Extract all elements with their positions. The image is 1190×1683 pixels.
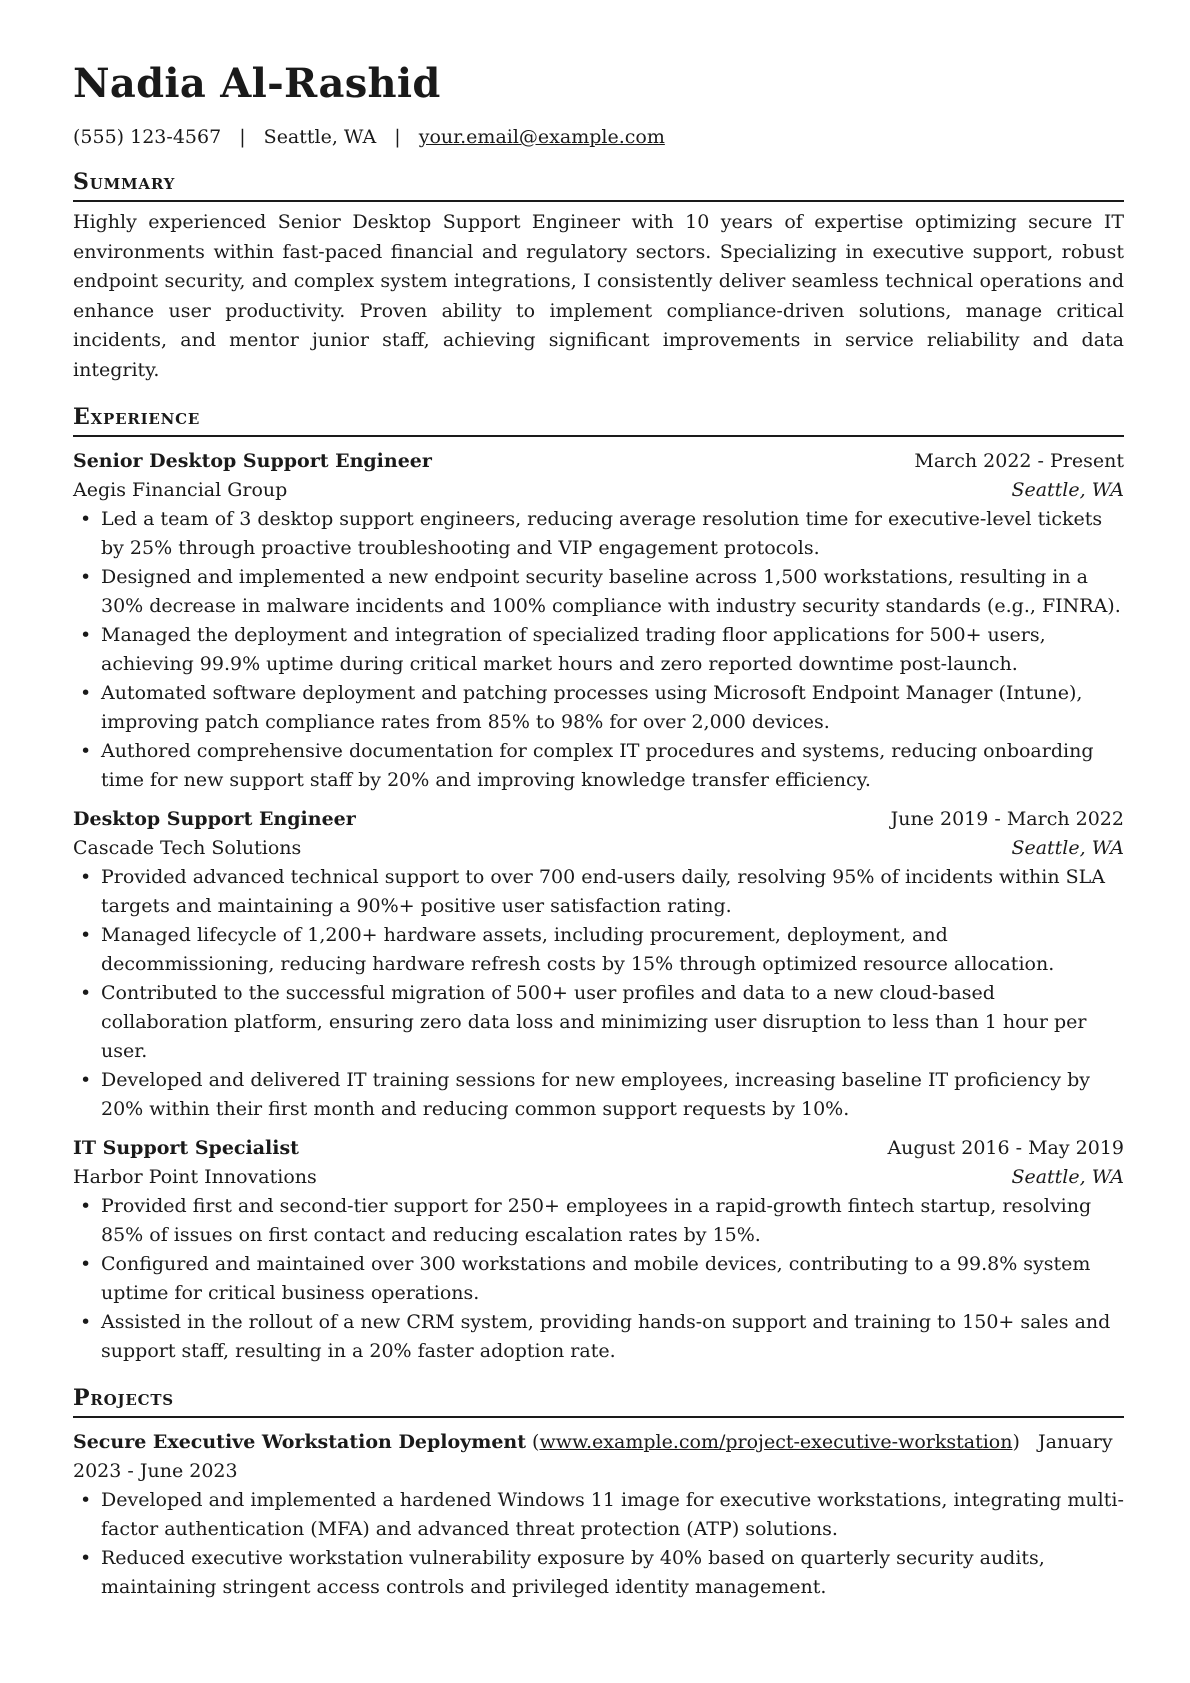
project-bullets xyxy=(73,1486,1124,1602)
job-location: Seattle, WA xyxy=(1011,837,1124,859)
bullet-item: • Contributed to the successful migration of 500+ user profiles and data to a new cloud-based collaboration platform, ensuring zero data loss and minimizing user disruption to less than 1 hour per user. xyxy=(73,979,1124,1066)
bullet-item: • Provided advanced technical support to over 700 end-users daily, resolving 95% of incidents within SLA targets and maintaining a 90%+ positive user satisfaction rating. xyxy=(73,863,1124,921)
job-title: Senior Desktop Support Engineer xyxy=(73,450,432,472)
job-entry xyxy=(73,447,1124,795)
project-link[interactable]: www.example.com/project-executive-workstation xyxy=(539,1431,1013,1453)
bullet-item: • Reduced executive workstation vulnerability exposure by 40% based on quarterly security audits, maintaining stringent access controls and privileged identity management. xyxy=(73,1544,1124,1602)
bullet-item: • Designed and implemented a new endpoint security baseline across 1,500 workstations, resulting in a 30% decrease in malware incidents and 100% compliance with industry security standards (e.g., FINRA). xyxy=(73,563,1124,621)
location: Seattle, WA xyxy=(263,126,377,148)
bullet-item: • Developed and delivered IT training sessions for new employees, increasing baseline IT proficiency by 20% within their first month and reducing common support requests by 10%. xyxy=(73,1066,1124,1124)
email-link[interactable]: your.email@example.com xyxy=(418,126,665,148)
contact-line xyxy=(73,124,1124,150)
job-entry xyxy=(73,1134,1124,1366)
candidate-name: Nadia Al-Rashid xyxy=(73,60,441,107)
job-location: Seattle, WA xyxy=(1011,479,1124,501)
bullet-item: • Managed lifecycle of 1,200+ hardware assets, including procurement, deployment, and decommissioning, reducing hardware refresh costs by 15% through optimized resource allocation. xyxy=(73,921,1124,979)
separator: | xyxy=(394,126,401,148)
phone-number: (555) 123-4567 xyxy=(73,126,222,148)
summary-text: Highly experienced Senior Desktop Support Engineer with 10 years of expertise optimizing secure IT environments within fast-paced financial and regulatory sectors. Specializing in executive support, robust endpoint security, and complex system integrations, I consistently deliver seamless technical operations and enhance user productivity. Proven ability to implement compliance-driven solutions, manage critical incidents, and mentor junior staff, achieving significant improvements in service reliability and data integrity. xyxy=(73,211,1124,381)
job-title: IT Support Specialist xyxy=(73,1137,299,1159)
project-title: Secure Executive Workstation Deployment xyxy=(73,1431,527,1453)
company-name: Cascade Tech Solutions xyxy=(73,837,302,859)
job-subheader xyxy=(73,834,1124,863)
project-header: Secure Executive Workstation Deployment (www.example.com/project-executive-workstation) January 2023 - June 2023 xyxy=(73,1431,1113,1482)
project-entry xyxy=(73,1428,1124,1602)
job-title: Desktop Support Engineer xyxy=(73,808,356,830)
job-entry xyxy=(73,805,1124,1124)
bullet-item: • Developed and implemented a hardened Windows 11 image for executive workstations, integrating multi-factor authentication (MFA) and advanced threat protection (ATP) solutions. xyxy=(73,1486,1124,1544)
job-header xyxy=(73,805,1124,834)
company-name: Aegis Financial Group xyxy=(73,479,288,501)
experience-heading: Experience xyxy=(73,403,1124,437)
projects-heading: Projects xyxy=(73,1384,1124,1418)
project-dates: January 2023 - June 2023 xyxy=(73,1431,1113,1482)
separator: | xyxy=(239,126,246,148)
bullet-item: • Configured and maintained over 300 workstations and mobile devices, contributing to a 99.8% system uptime for critical business operations. xyxy=(73,1250,1124,1308)
job-subheader xyxy=(73,1163,1124,1192)
job-location: Seattle, WA xyxy=(1011,1166,1124,1188)
job-bullets xyxy=(73,1192,1124,1366)
job-bullets xyxy=(73,505,1124,795)
company-name: Harbor Point Innovations xyxy=(73,1166,317,1188)
job-header xyxy=(73,447,1124,476)
bullet-item: • Automated software deployment and patching processes using Microsoft Endpoint Manager (Intune), improving patch compliance rates from 85% to 98% for over 2,000 devices. xyxy=(73,679,1124,737)
bullet-item: • Authored comprehensive documentation for complex IT procedures and systems, reducing onboarding time for new support staff by 20% and improving knowledge transfer efficiency. xyxy=(73,737,1124,795)
bullet-item: • Managed the deployment and integration of specialized trading floor applications for 500+ users, achieving 99.9% uptime during critical market hours and zero reported downtime post-launch. xyxy=(73,621,1124,679)
job-dates: June 2019 - March 2022 xyxy=(890,808,1124,830)
job-subheader xyxy=(73,476,1124,505)
job-bullets xyxy=(73,863,1124,1124)
summary-heading: Summary xyxy=(73,168,1124,202)
bullet-item: • Assisted in the rollout of a new CRM system, providing hands-on support and training to 150+ sales and support staff, resulting in a 20% faster adoption rate. xyxy=(73,1308,1124,1366)
bullet-item: • Provided first and second-tier support for 250+ employees in a rapid-growth fintech startup, resolving 85% of issues on first contact and reducing escalation rates by 15%. xyxy=(73,1192,1124,1250)
job-dates: March 2022 - Present xyxy=(914,450,1124,472)
job-header xyxy=(73,1134,1124,1163)
bullet-item: • Led a team of 3 desktop support engineers, reducing average resolution time for executive-level tickets by 25% through proactive troubleshooting and VIP engagement protocols. xyxy=(73,505,1124,563)
job-dates: August 2016 - May 2019 xyxy=(887,1137,1124,1159)
